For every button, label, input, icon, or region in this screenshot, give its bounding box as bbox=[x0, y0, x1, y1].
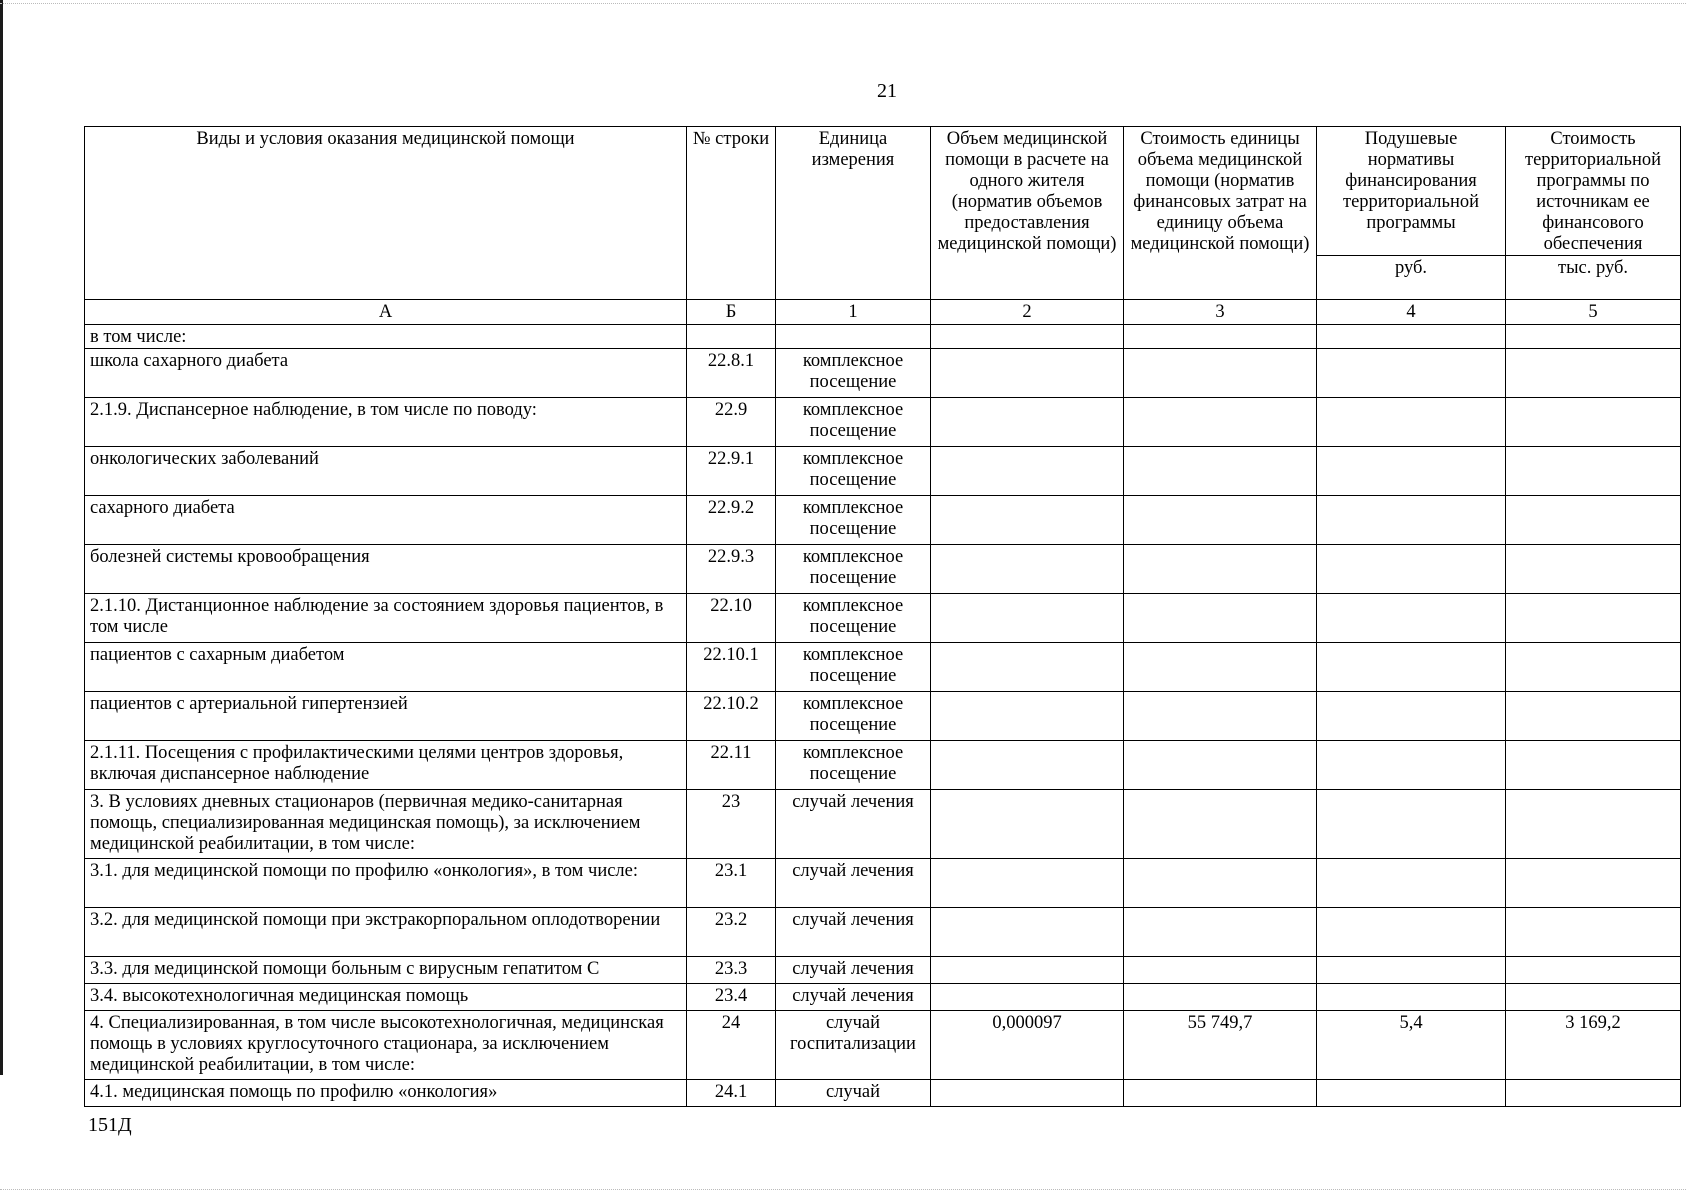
row-name: 3.1. для медицинской помощи по профилю «онкология», в том числе: bbox=[85, 859, 687, 908]
header-col-2: Объем медицинской помощи в расчете на одного жителя (норматив объемов предоставления медицинской помощи) bbox=[931, 127, 1124, 300]
row-volume bbox=[931, 643, 1124, 692]
column-letter: 5 bbox=[1506, 300, 1681, 325]
row-name: пациентов с артериальной гипертензией bbox=[85, 692, 687, 741]
row-unit bbox=[776, 325, 931, 349]
row-number: 23.1 bbox=[687, 859, 776, 908]
table-row bbox=[85, 447, 1681, 496]
header-col-a: Виды и условия оказания медицинской помощи bbox=[85, 127, 687, 300]
row-unit-cost bbox=[1124, 643, 1317, 692]
row-per-capita bbox=[1317, 447, 1506, 496]
row-number: 23.4 bbox=[687, 984, 776, 1011]
medical-care-table bbox=[84, 126, 1681, 1107]
row-program-cost bbox=[1506, 545, 1681, 594]
row-name: болезней системы кровообращения bbox=[85, 545, 687, 594]
column-letter: 2 bbox=[931, 300, 1124, 325]
row-name: 4. Специализированная, в том числе высокотехнологичная, медицинская помощь в условиях круглосуточного стационара, за исключением медицинской реабилитации, в том числе: bbox=[85, 1011, 687, 1080]
table-row bbox=[85, 957, 1681, 984]
row-program-cost bbox=[1506, 908, 1681, 957]
row-number: 24.1 bbox=[687, 1080, 776, 1107]
row-volume bbox=[931, 594, 1124, 643]
row-unit: комплексное посещение bbox=[776, 398, 931, 447]
row-program-cost bbox=[1506, 741, 1681, 790]
header-unit-4: руб. bbox=[1317, 256, 1506, 300]
header-unit-5: тыс. руб. bbox=[1506, 256, 1681, 300]
row-unit: комплексное посещение bbox=[776, 692, 931, 741]
row-unit-cost bbox=[1124, 398, 1317, 447]
row-name: в том числе: bbox=[85, 325, 687, 349]
row-per-capita bbox=[1317, 741, 1506, 790]
row-unit: комплексное посещение bbox=[776, 545, 931, 594]
row-per-capita bbox=[1317, 496, 1506, 545]
table-row bbox=[85, 1011, 1681, 1080]
row-per-capita bbox=[1317, 692, 1506, 741]
row-number: 22.9.2 bbox=[687, 496, 776, 545]
row-number: 22.9.1 bbox=[687, 447, 776, 496]
row-volume bbox=[931, 741, 1124, 790]
row-unit: случай лечения bbox=[776, 984, 931, 1011]
table-row bbox=[85, 741, 1681, 790]
table-body bbox=[85, 325, 1681, 1107]
row-volume: 0,000097 bbox=[931, 1011, 1124, 1080]
column-letter: 4 bbox=[1317, 300, 1506, 325]
row-unit-cost: 55 749,7 bbox=[1124, 1011, 1317, 1080]
row-program-cost bbox=[1506, 447, 1681, 496]
row-number: 23.2 bbox=[687, 908, 776, 957]
row-volume bbox=[931, 859, 1124, 908]
row-unit: случай лечения bbox=[776, 908, 931, 957]
row-unit: комплексное посещение bbox=[776, 594, 931, 643]
row-volume bbox=[931, 908, 1124, 957]
row-unit-cost bbox=[1124, 349, 1317, 398]
table-row bbox=[85, 643, 1681, 692]
table-row bbox=[85, 325, 1681, 349]
row-unit-cost bbox=[1124, 984, 1317, 1011]
row-program-cost bbox=[1506, 859, 1681, 908]
row-program-cost bbox=[1506, 984, 1681, 1011]
row-unit-cost bbox=[1124, 859, 1317, 908]
column-letter: Б bbox=[687, 300, 776, 325]
row-unit-cost bbox=[1124, 741, 1317, 790]
column-letter: А bbox=[85, 300, 687, 325]
row-unit: комплексное посещение bbox=[776, 496, 931, 545]
row-unit-cost bbox=[1124, 496, 1317, 545]
row-unit: случай лечения bbox=[776, 859, 931, 908]
header-col-b: № строки bbox=[687, 127, 776, 300]
row-unit: случай госпитализации bbox=[776, 1011, 931, 1080]
row-unit-cost bbox=[1124, 594, 1317, 643]
row-per-capita bbox=[1317, 790, 1506, 859]
table-row bbox=[85, 349, 1681, 398]
row-program-cost bbox=[1506, 790, 1681, 859]
row-unit: комплексное посещение bbox=[776, 349, 931, 398]
scan-top-edge bbox=[0, 3, 1686, 4]
row-unit: комплексное посещение bbox=[776, 447, 931, 496]
row-number: 24 bbox=[687, 1011, 776, 1080]
table-row bbox=[85, 692, 1681, 741]
column-letters-row bbox=[85, 300, 1681, 325]
row-per-capita bbox=[1317, 398, 1506, 447]
row-per-capita bbox=[1317, 643, 1506, 692]
header-col-3: Стоимость единицы объема медицинской помощи (норматив финансовых затрат на единицу объема медицинской помощи) bbox=[1124, 127, 1317, 300]
row-per-capita bbox=[1317, 984, 1506, 1011]
header-row bbox=[85, 127, 1681, 256]
row-volume bbox=[931, 349, 1124, 398]
row-name: 3.3. для медицинской помощи больным с вирусным гепатитом С bbox=[85, 957, 687, 984]
row-volume bbox=[931, 447, 1124, 496]
row-program-cost bbox=[1506, 957, 1681, 984]
row-unit-cost bbox=[1124, 545, 1317, 594]
row-per-capita bbox=[1317, 908, 1506, 957]
row-per-capita bbox=[1317, 545, 1506, 594]
document-code: 151Д bbox=[88, 1114, 132, 1136]
row-program-cost bbox=[1506, 594, 1681, 643]
row-unit: случай bbox=[776, 1080, 931, 1107]
row-per-capita bbox=[1317, 594, 1506, 643]
row-name: 2.1.10. Дистанционное наблюдение за состоянием здоровья пациентов, в том числе bbox=[85, 594, 687, 643]
row-per-capita bbox=[1317, 349, 1506, 398]
row-number bbox=[687, 325, 776, 349]
row-number: 23.3 bbox=[687, 957, 776, 984]
row-volume bbox=[931, 790, 1124, 859]
row-per-capita bbox=[1317, 1080, 1506, 1107]
row-per-capita bbox=[1317, 859, 1506, 908]
row-program-cost: 3 169,2 bbox=[1506, 1011, 1681, 1080]
row-program-cost bbox=[1506, 398, 1681, 447]
row-unit: случай лечения bbox=[776, 957, 931, 984]
row-volume bbox=[931, 325, 1124, 349]
row-name: онкологических заболеваний bbox=[85, 447, 687, 496]
header-col-5: Стоимость территориальной программы по источникам ее финансового обеспечения bbox=[1506, 127, 1681, 256]
row-program-cost bbox=[1506, 643, 1681, 692]
row-name: школа сахарного диабета bbox=[85, 349, 687, 398]
row-program-cost bbox=[1506, 349, 1681, 398]
row-per-capita bbox=[1317, 957, 1506, 984]
row-volume bbox=[931, 692, 1124, 741]
row-name: пациентов с сахарным диабетом bbox=[85, 643, 687, 692]
row-unit-cost bbox=[1124, 692, 1317, 741]
row-name: 3.2. для медицинской помощи при экстракорпоральном оплодотворении bbox=[85, 908, 687, 957]
row-name: сахарного диабета bbox=[85, 496, 687, 545]
row-unit-cost bbox=[1124, 1080, 1317, 1107]
row-name: 4.1. медицинская помощь по профилю «онкология» bbox=[85, 1080, 687, 1107]
scan-left-edge bbox=[0, 0, 3, 1075]
row-program-cost bbox=[1506, 692, 1681, 741]
row-unit-cost bbox=[1124, 325, 1317, 349]
header-col-4: Подушевые нормативы финансирования территориальной программы bbox=[1317, 127, 1506, 256]
table-row bbox=[85, 398, 1681, 447]
row-number: 22.11 bbox=[687, 741, 776, 790]
row-unit-cost bbox=[1124, 790, 1317, 859]
row-volume bbox=[931, 1080, 1124, 1107]
table-row bbox=[85, 859, 1681, 908]
row-unit-cost bbox=[1124, 447, 1317, 496]
row-per-capita: 5,4 bbox=[1317, 1011, 1506, 1080]
row-name: 3. В условиях дневных стационаров (первичная медико-санитарная помощь, специализированная медицинская помощь), за исключением медицинской реабилитации, в том числе: bbox=[85, 790, 687, 859]
table-row bbox=[85, 496, 1681, 545]
table-row bbox=[85, 790, 1681, 859]
row-number: 22.10.2 bbox=[687, 692, 776, 741]
row-name: 2.1.11. Посещения с профилактическими целями центров здоровья, включая диспансерное наблюдение bbox=[85, 741, 687, 790]
header-col-1: Единица измерения bbox=[776, 127, 931, 300]
row-number: 22.8.1 bbox=[687, 349, 776, 398]
table-row bbox=[85, 1080, 1681, 1107]
row-volume bbox=[931, 398, 1124, 447]
row-volume bbox=[931, 496, 1124, 545]
column-letter: 1 bbox=[776, 300, 931, 325]
row-program-cost bbox=[1506, 1080, 1681, 1107]
row-number: 22.10.1 bbox=[687, 643, 776, 692]
row-number: 23 bbox=[687, 790, 776, 859]
row-unit-cost bbox=[1124, 957, 1317, 984]
row-unit: комплексное посещение bbox=[776, 741, 931, 790]
row-program-cost bbox=[1506, 325, 1681, 349]
row-program-cost bbox=[1506, 496, 1681, 545]
row-name: 2.1.9. Диспансерное наблюдение, в том числе по поводу: bbox=[85, 398, 687, 447]
row-number: 22.9 bbox=[687, 398, 776, 447]
row-volume bbox=[931, 545, 1124, 594]
table-row bbox=[85, 984, 1681, 1011]
row-number: 22.9.3 bbox=[687, 545, 776, 594]
row-unit: случай лечения bbox=[776, 790, 931, 859]
row-volume bbox=[931, 984, 1124, 1011]
row-unit: комплексное посещение bbox=[776, 643, 931, 692]
row-unit-cost bbox=[1124, 908, 1317, 957]
table-row bbox=[85, 594, 1681, 643]
row-per-capita bbox=[1317, 325, 1506, 349]
row-name: 3.4. высокотехнологичная медицинская помощь bbox=[85, 984, 687, 1011]
row-number: 22.10 bbox=[687, 594, 776, 643]
column-letter: 3 bbox=[1124, 300, 1317, 325]
row-volume bbox=[931, 957, 1124, 984]
table-row bbox=[85, 545, 1681, 594]
page-number: 21 bbox=[877, 80, 897, 102]
table-row bbox=[85, 908, 1681, 957]
scan-bottom-edge bbox=[0, 1189, 1686, 1190]
